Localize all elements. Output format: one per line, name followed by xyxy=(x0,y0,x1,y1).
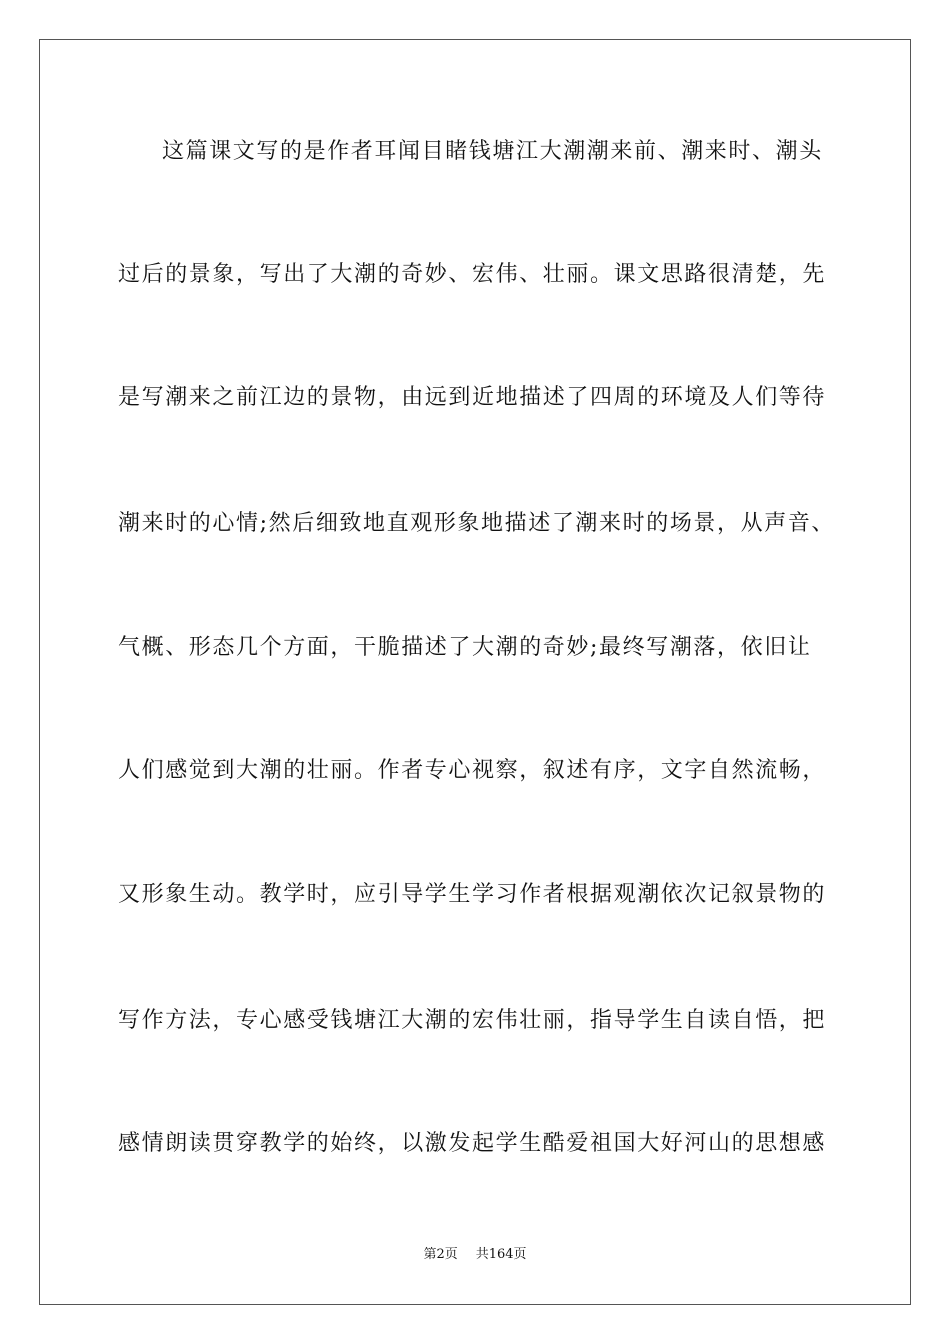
body-text-line: 这篇课文写的是作者耳闻目睹钱塘江大潮潮来前、潮来时、潮头 xyxy=(162,139,823,164)
page-border xyxy=(39,39,911,1305)
body-text-line: 人们感觉到大潮的壮丽。作者专心视察，叙述有序，文字自然流畅， xyxy=(118,758,827,783)
page-total: 共164页 xyxy=(475,1247,527,1262)
page-number: 第2页 xyxy=(423,1247,458,1262)
body-text-line: 气概、形态几个方面，干脆描述了大潮的奇妙;最终写潮落，依旧让 xyxy=(118,635,812,660)
body-text-line: 潮来时的心情;然后细致地直观形象地描述了潮来时的场景，从声音、 xyxy=(118,511,836,536)
body-text-line: 是写潮来之前江边的景物，由远到近地描述了四周的环境及人们等待 xyxy=(118,385,827,410)
body-text-line: 过后的景象，写出了大潮的奇妙、宏伟、壮丽。课文思路很清楚，先 xyxy=(118,262,827,287)
page-footer xyxy=(0,1246,950,1264)
body-text-line: 又形象生动。教学时，应引导学生学习作者根据观潮依次记叙景物的 xyxy=(118,882,827,907)
body-text-line: 写作方法，专心感受钱塘江大潮的宏伟壮丽，指导学生自读自悟，把 xyxy=(118,1008,827,1033)
body-text-line: 感情朗读贯穿教学的始终，以激发起学生酷爱祖国大好河山的思想感 xyxy=(118,1131,827,1156)
